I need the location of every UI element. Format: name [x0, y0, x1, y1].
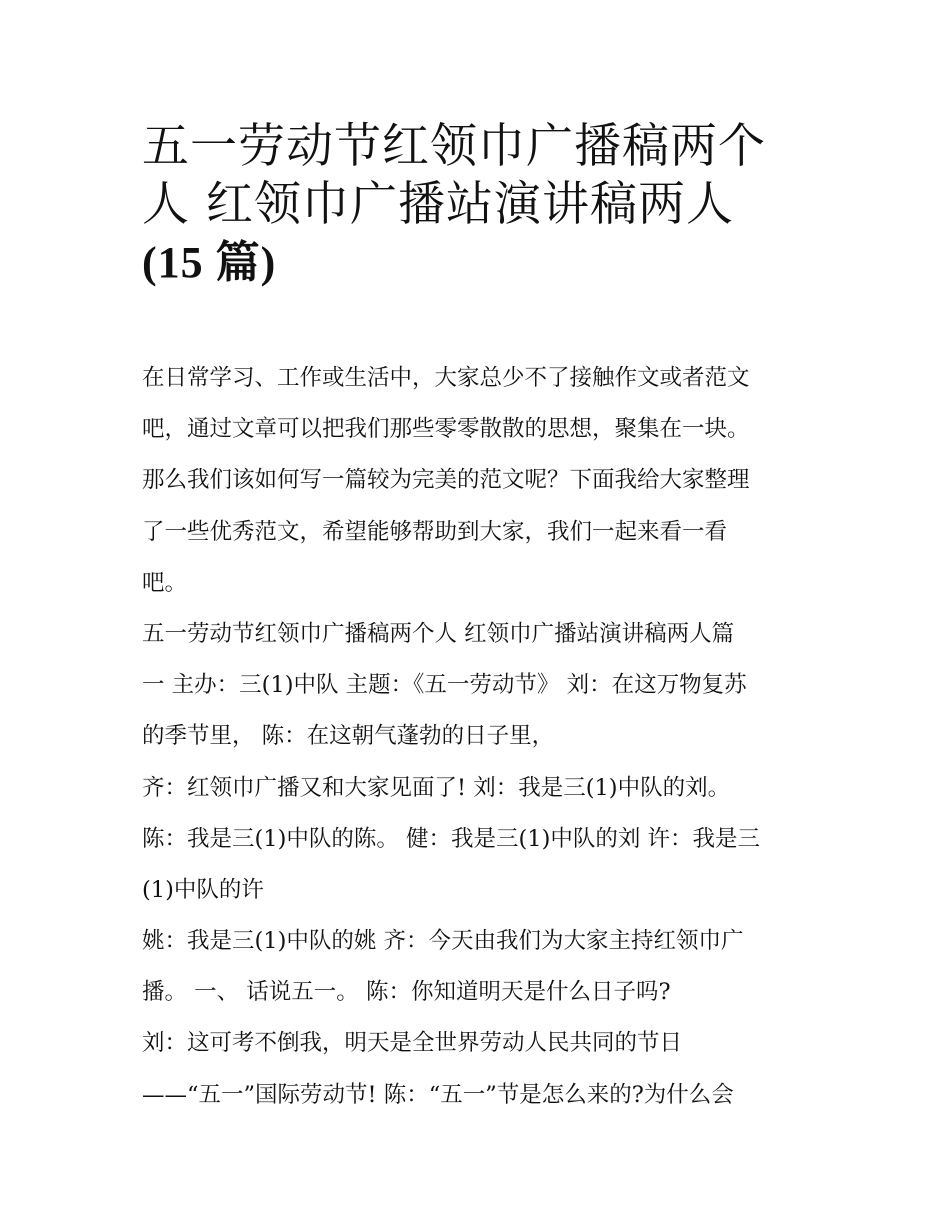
body-line: 陈：我是三(1)中队的陈。 健：我是三(1)中队的刘 许：我是三: [142, 825, 761, 852]
body-line: 一 主办：三(1)中队 主题：《五一劳动节》 刘：在这万物复苏: [142, 672, 747, 699]
body-line: 那么我们该如何写一篇较为完美的范文呢？下面我给大家整理: [142, 467, 750, 494]
body-line: (1)中队的许: [142, 876, 264, 903]
body-line: 五一劳动节红领巾广播稿两个人 红领巾广播站演讲稿两人篇: [142, 620, 735, 647]
body-line: 播。 一、 话说五一。 陈：你知道明天是什么日子吗?: [142, 979, 671, 1006]
body-line: 刘：这可考不倒我，明天是全世界劳动人民共同的节日: [142, 1030, 683, 1057]
body-line: 的季节里， 陈：在这朝气蓬勃的日子里，: [142, 723, 555, 750]
title-line-1: 五一劳动节红领巾广播稿两个: [142, 119, 766, 174]
document-title: [142, 118, 822, 292]
body-line: ——“五一”国际劳动节! 陈：“五一”节是怎么来的?为什么会: [142, 1081, 734, 1108]
body-line: 在日常学习、工作或生活中，大家总少不了接触作文或者范文: [142, 365, 750, 391]
body-line: 吧，通过文章可以把我们那些零零散散的思想，聚集在一块。: [142, 416, 750, 443]
body-line: 吧。: [142, 569, 188, 596]
title-line-3: (15 篇): [142, 238, 277, 287]
document-body: [142, 359, 832, 1127]
title-line-2: 人 红领巾广播站演讲稿两人: [142, 177, 734, 232]
body-line: 姚：我是三(1)中队的姚 齐：今天由我们为大家主持红领巾广: [142, 928, 744, 955]
body-line: 了一些优秀范文，希望能够帮助到大家，我们一起来看一看: [142, 518, 728, 545]
body-line: 齐：红领巾广播又和大家见面了! 刘：我是三(1)中队的刘。: [142, 774, 731, 801]
